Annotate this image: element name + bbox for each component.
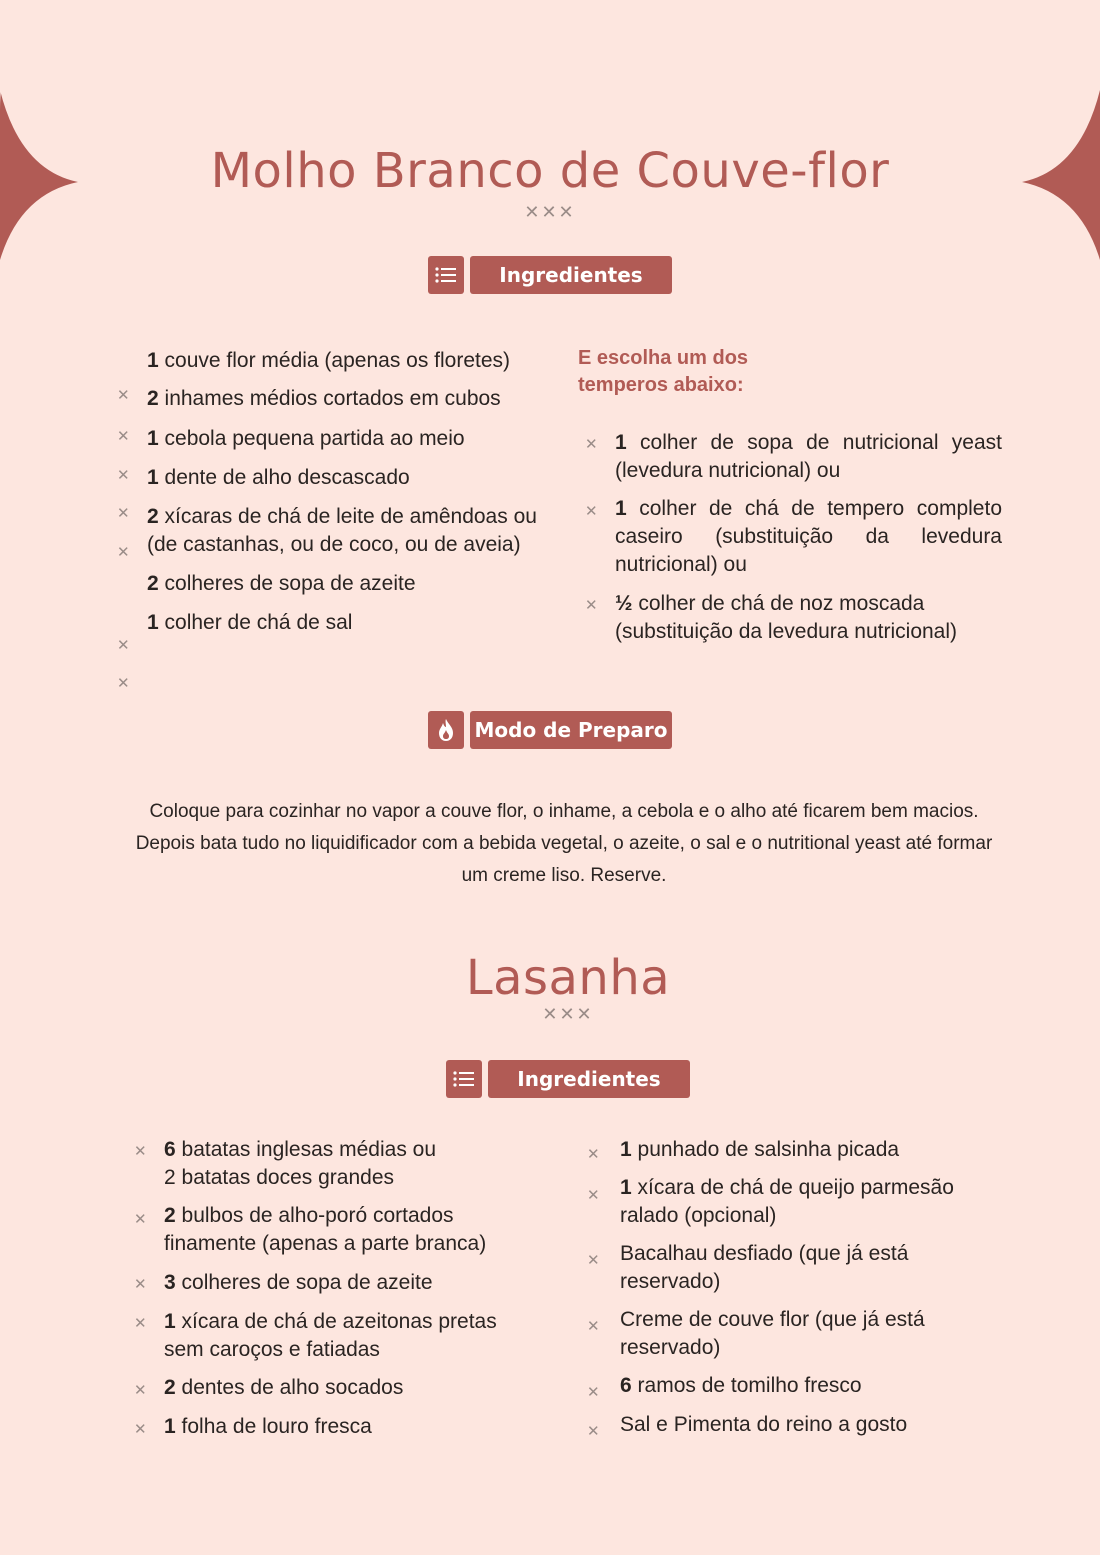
list-item: 2 bulbos de alho-poró cortados finamente (apenas a parte branca) xyxy=(164,1204,487,1255)
recipe1-ingredient-list xyxy=(147,347,539,637)
list-item: 6 batatas inglesas médias ou 2 batatas doces grandes xyxy=(164,1138,437,1189)
method-header xyxy=(428,711,672,749)
seasoning-list xyxy=(615,429,1002,646)
list-item: 1 folha de louro fresca xyxy=(164,1415,372,1438)
ingredients-label: Ingredientes xyxy=(488,1060,690,1098)
cross-bullet-icon: ✕ xyxy=(134,1210,147,1228)
cross-bullet-icon: ✕ xyxy=(117,466,130,484)
recipe1-title: Molho Branco de Couve-flor xyxy=(210,143,890,199)
list-item: 1 colher de chá de tempero completo caseiro (substituição da levedura nutricional) ou xyxy=(615,497,1002,576)
cross-bullet-icon: ✕ xyxy=(117,504,130,522)
list-item: 1 colher de sopa de nutricional yeast (levedura nutricional) ou xyxy=(615,431,1002,482)
list-item: Creme de couve flor (que já está reservado) xyxy=(620,1308,925,1359)
cross-bullet-icon: ✕ xyxy=(587,1383,600,1401)
list-item: 2 colheres de sopa de azeite xyxy=(147,572,416,595)
cross-bullet-icon: ✕ xyxy=(585,502,598,520)
cross-bullet-icon: ✕ xyxy=(117,427,130,445)
list-item: 2 inhames médios cortados em cubos xyxy=(147,387,501,410)
cross-bullet-icon: ✕ xyxy=(587,1186,600,1204)
cross-bullet-icon: ✕ xyxy=(587,1422,600,1440)
list-icon xyxy=(446,1060,482,1098)
cross-bullet-icon: ✕ xyxy=(134,1314,147,1332)
list-item: Sal e Pimenta do reino a gosto xyxy=(620,1413,908,1436)
cross-bullet-icon: ✕ xyxy=(134,1275,147,1293)
list-item: Bacalhau desfiado (que já está reservado) xyxy=(620,1242,909,1293)
recipe2-ingredient-list-left xyxy=(164,1136,554,1441)
list-item: ½ colher de chá de noz moscada (substituição da levedura nutricional) xyxy=(615,592,958,643)
list-item: 2 dentes de alho socados xyxy=(164,1376,404,1399)
seasoning-heading: E escolha um dos temperos abaixo: xyxy=(578,347,749,396)
cross-bullet-icon: ✕ xyxy=(117,386,130,404)
list-item: 6 ramos de tomilho fresco xyxy=(620,1374,862,1397)
ingredients-label: Ingredientes xyxy=(470,256,672,294)
cross-bullet-icon: ✕ xyxy=(587,1251,600,1269)
list-icon xyxy=(428,256,464,294)
cross-bullet-icon: ✕ xyxy=(587,1317,600,1335)
list-item: 1 punhado de salsinha picada xyxy=(620,1138,900,1161)
list-item: 1 couve flor média (apenas os floretes) xyxy=(147,349,511,372)
cross-bullet-icon: ✕ xyxy=(587,1145,600,1163)
cross-bullet-icon: ✕ xyxy=(134,1381,147,1399)
cross-bullet-icon: ✕ xyxy=(585,435,598,453)
list-item: 1 xícara de chá de queijo parmesão ralado (opcional) xyxy=(620,1176,954,1227)
method-text: Coloque para cozinhar no vapor a couve flor, o inhame, a cebola e o alho até ficarem bem macios. Depois bata tudo no liquidificador com a bebida vegetal, o azeite, o sal e o nutritional yeast até formar um creme liso. Reserve. xyxy=(135,801,993,886)
cross-bullet-icon: ✕ xyxy=(585,596,598,614)
recipe2-ingredients-header xyxy=(446,1060,690,1098)
recipe2-ingredient-list-right xyxy=(620,1136,1010,1439)
recipe2-title: Lasanha xyxy=(465,950,671,1006)
flame-icon xyxy=(428,711,464,749)
cross-bullet-icon: ✕ xyxy=(134,1142,147,1160)
recipe2-divider-marks: ✕✕✕ xyxy=(542,1004,594,1024)
list-item: 1 colher de chá de sal xyxy=(147,611,353,634)
cross-bullet-icon: ✕ xyxy=(117,636,130,654)
cross-bullet-icon: ✕ xyxy=(134,1420,147,1438)
recipe1-divider-marks: ✕✕✕ xyxy=(524,202,576,222)
cross-bullet-icon: ✕ xyxy=(117,674,130,692)
list-item: 3 colheres de sopa de azeite xyxy=(164,1271,433,1294)
list-item: 1 cebola pequena partida ao meio xyxy=(147,427,465,450)
method-label: Modo de Preparo xyxy=(470,711,672,749)
list-item: 1 xícara de chá de azeitonas pretas sem caroços e fatiadas xyxy=(164,1310,497,1361)
cross-bullet-icon: ✕ xyxy=(117,543,130,561)
list-item: 2 xícaras de chá de leite de amêndoas ou (de castanhas, ou de coco, ou de aveia) xyxy=(147,505,537,556)
list-item: 1 dente de alho descascado xyxy=(147,466,410,489)
recipe1-ingredients-header xyxy=(428,256,672,294)
